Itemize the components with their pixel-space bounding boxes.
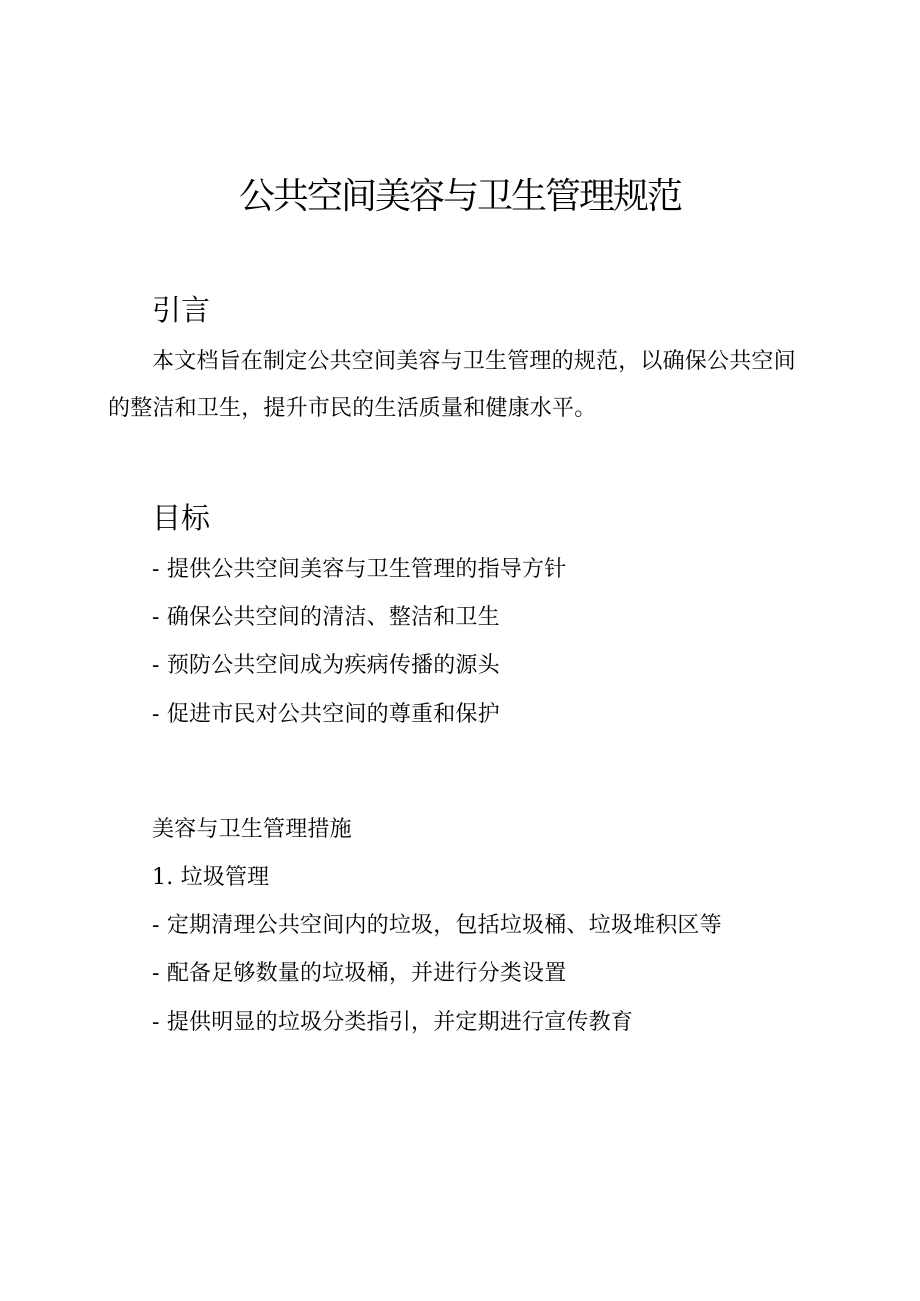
measure-item: - 配备足够数量的垃圾桶，并进行分类设置 (152, 961, 567, 986)
goal-item: - 促进市民对公共空间的尊重和保护 (152, 702, 500, 727)
garbage-subsection-title: 1. 垃圾管理 (152, 865, 270, 890)
intro-paragraph: 本文档旨在制定公共空间美容与卫生管理的规范，以确保公共空间的整洁和卫生，提升市民的生活质量和健康水平。 (108, 349, 796, 421)
document-title: 公共空间美容与卫生管理规范 (238, 176, 681, 217)
measure-item: - 提供明显的垃圾分类指引，并定期进行宣传教育 (152, 1010, 634, 1035)
goals-heading: 目标 (152, 501, 211, 535)
measures-heading: 美容与卫生管理措施 (152, 817, 352, 842)
measure-item: - 定期清理公共空间内的垃圾，包括垃圾桶、垃圾堆积区等 (152, 913, 722, 938)
goal-item: - 预防公共空间成为疾病传播的源头 (152, 653, 500, 678)
goal-item: - 确保公共空间的清洁、整洁和卫生 (152, 605, 500, 630)
intro-heading: 引言 (152, 293, 211, 327)
goal-item: - 提供公共空间美容与卫生管理的指导方针 (152, 557, 567, 582)
